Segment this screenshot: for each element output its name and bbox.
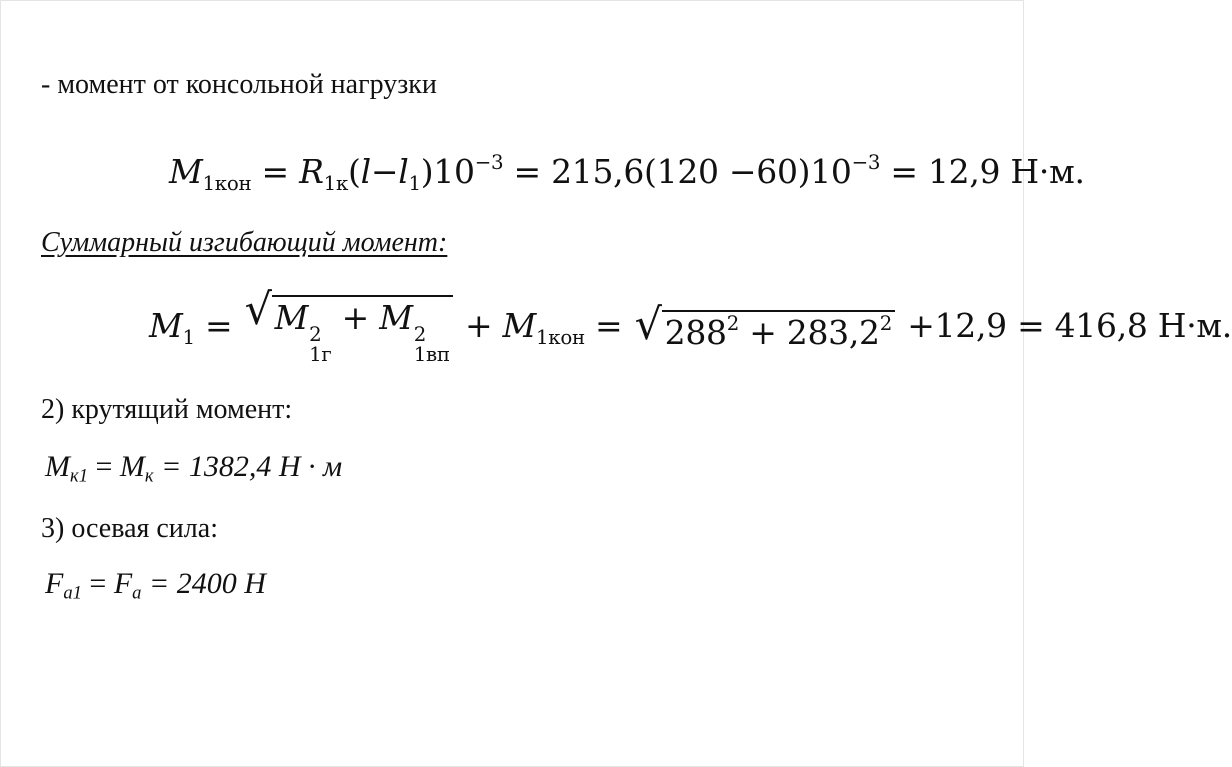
cantilever-moment-label: - момент от консольной нагрузки — [41, 69, 437, 100]
total-bending-moment-formula: $M_1$ = √ M 2 1г + M 2 1вп + $M_{1кон}$ = √ $288^2 + 283,2^2$ +12,9 = 416,8 Н·м. — [149, 285, 1232, 367]
torque-heading: 2) крутящий момент: — [41, 394, 293, 425]
cantilever-moment-formula: $M_{1кон} = R_{1к}(l-l_1)10^{-3} = 215,6(120 -60)10^{-3} = 12,9$ Н·м. — [169, 151, 1085, 195]
radical-sign-icon: √ — [244, 285, 272, 335]
torque-formula: $M_{к1} = M_к = 1382,4$ Н · м — [45, 450, 343, 487]
radical-sign-icon: √ — [634, 299, 662, 350]
axial-force-heading: 3) осевая сила: — [41, 513, 218, 544]
total-bending-moment-heading: Суммарный изгибающий момент: — [41, 227, 448, 258]
axial-force-formula: $F_{a1} = F_a = 2400$ Н — [45, 567, 266, 604]
square-root-1: √ M 2 1г + M 2 1вп — [245, 291, 453, 365]
square-root-2: √ $288^2 + 283,2^2$ — [635, 306, 895, 351]
